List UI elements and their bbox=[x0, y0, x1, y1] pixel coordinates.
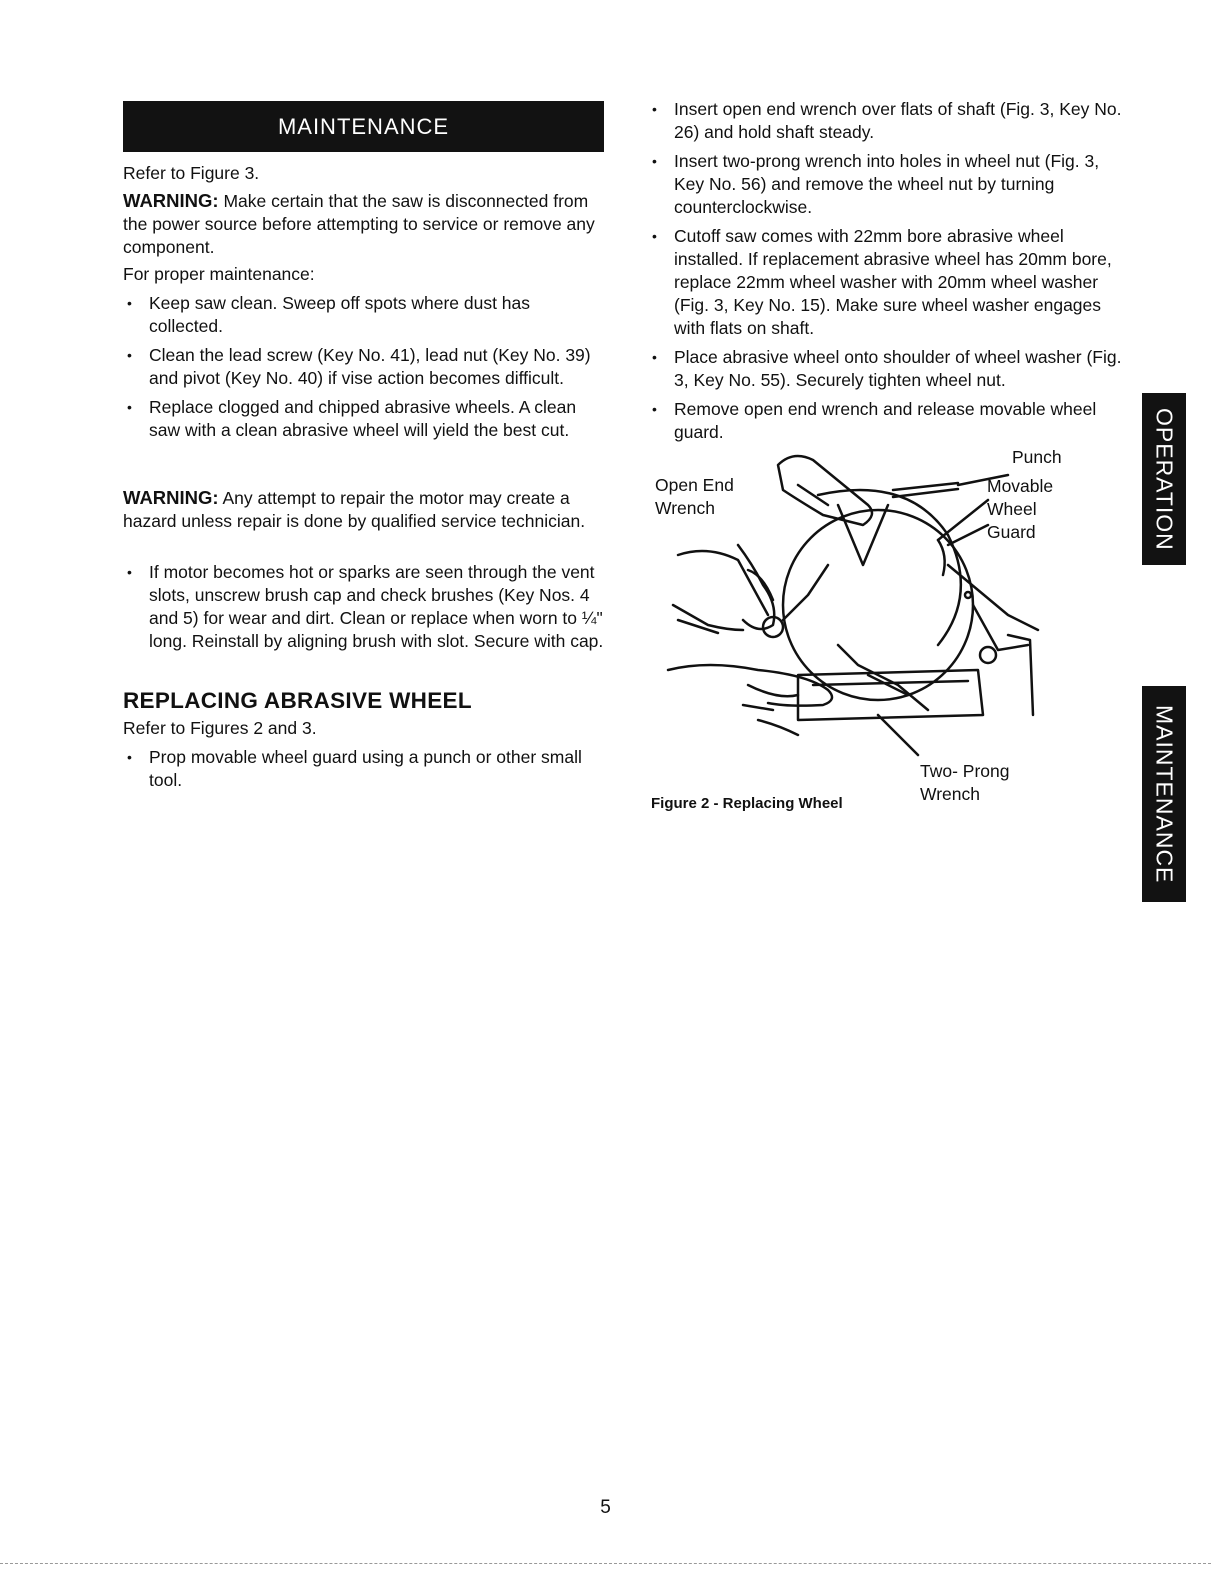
label-wrench: Wrench bbox=[655, 498, 715, 518]
replacing-steps-list bbox=[648, 98, 1126, 450]
warning-label: WARNING: bbox=[123, 487, 219, 508]
list-item: • Clean the lead screw (Key No. 41), lead nut (Key No. 39) and pivot (Key No. 40) if vise action becomes difficult. bbox=[123, 344, 605, 390]
label-wheel: Wheel bbox=[987, 499, 1037, 519]
list-item: • Cutoff saw comes with 22mm bore abrasive wheel installed. If replacement abrasive wheel has 20mm bore, replace 22mm wheel washer with 20mm wheel washer (Fig. 3, Key No. 15). Make sure wheel washer engages with flats on shaft. bbox=[648, 225, 1126, 340]
figure-caption: Figure 2 - Replacing Wheel bbox=[651, 795, 843, 812]
label-two-prong: Two- Prong bbox=[920, 761, 1010, 781]
refer-text-2: Refer to Figures 2 and 3. bbox=[123, 718, 317, 738]
list-item: • Insert open end wrench over flats of shaft (Fig. 3, Key No. 26) and hold shaft steady. bbox=[648, 98, 1126, 144]
list-item: • Replace clogged and chipped abrasive wheels. A clean saw with a clean abrasive wheel will yield the best cut. bbox=[123, 396, 605, 442]
tab-maintenance-label: MAINTENANCE bbox=[1151, 704, 1178, 884]
page-number: 5 bbox=[600, 1497, 611, 1518]
tab-operation-label: OPERATION bbox=[1151, 407, 1178, 551]
section-heading: REPLACING ABRASIVE WHEEL bbox=[123, 688, 472, 713]
list-item: • Insert two-prong wrench into holes in wheel nut (Fig. 3, Key No. 56) and remove the wheel nut by turning counterclockwise. bbox=[648, 150, 1126, 219]
label-movable: Movable bbox=[987, 476, 1054, 496]
warning-paragraph-2 bbox=[123, 486, 605, 533]
label-punch: Punch bbox=[1012, 447, 1062, 467]
list-item: • Place abrasive wheel onto shoulder of wheel washer (Fig. 3, Key No. 55). Securely tighten wheel nut. bbox=[648, 346, 1126, 392]
label-wrench-2: Wrench bbox=[920, 784, 980, 804]
tab-operation bbox=[1142, 393, 1186, 565]
warning-label: WARNING: bbox=[123, 190, 219, 211]
list-item: • Remove open end wrench and release movable wheel guard. bbox=[648, 398, 1126, 444]
maintenance-list bbox=[123, 292, 605, 448]
tab-maintenance bbox=[1142, 686, 1186, 902]
bottom-rule bbox=[0, 1563, 1211, 1564]
section-header: MAINTENANCE bbox=[123, 101, 604, 152]
replacing-list bbox=[123, 746, 605, 798]
motor-list bbox=[123, 561, 605, 659]
label-open-end: Open End bbox=[655, 475, 734, 495]
list-item: • If motor becomes hot or sparks are seen through the vent slots, unscrew brush cap and check brushes (Key Nos. 4 and 5) for wear and dirt. Clean or replace when worn to ¼" long. Reinstall by aligning brush with slot. Secure with cap. bbox=[123, 561, 605, 653]
refer-text: Refer to Figure 3. bbox=[123, 163, 260, 183]
warning-text: Any attempt to repair the motor may create a hazard unless repair is done by qualified service technician. bbox=[123, 488, 586, 531]
warning-text: Make certain that the saw is disconnected from the power source before attempting to service or remove any component. bbox=[123, 191, 595, 257]
label-guard: Guard bbox=[987, 522, 1036, 542]
list-item: • Keep saw clean. Sweep off spots where dust has collected. bbox=[123, 292, 605, 338]
proper-maintenance-text: For proper maintenance: bbox=[123, 264, 315, 284]
list-item: • Prop movable wheel guard using a punch or other small tool. bbox=[123, 746, 605, 792]
warning-paragraph-1 bbox=[123, 189, 605, 259]
